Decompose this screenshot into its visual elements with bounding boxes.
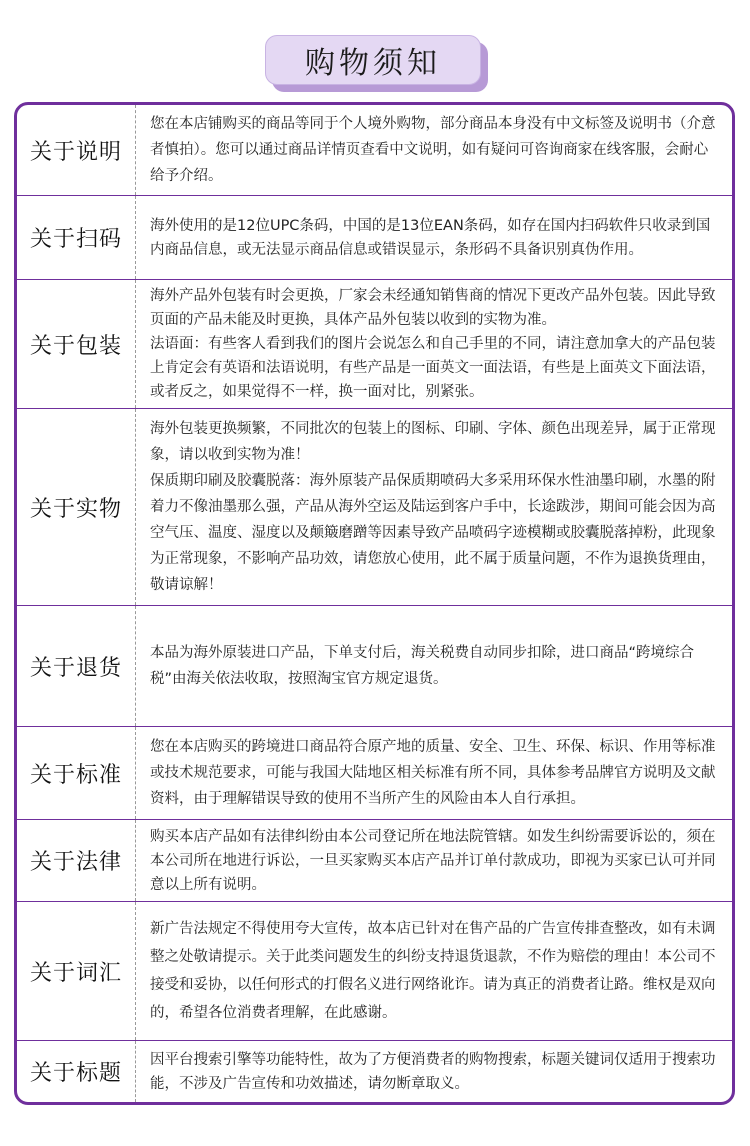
row-text: 您在本店购买的跨境进口商品符合原产地的质量、安全、卫生、环保、标识、作用等标准或技术规范要求，可能与我国大陆地区相关标准有所不同，具体参考品牌官方说明及文献资料，由于理解错误导致的使用不当所产生的风险由本人自行承担。 [150, 739, 716, 807]
row-content [136, 820, 732, 901]
notice-row-standards [17, 727, 732, 819]
row-content [136, 1041, 732, 1102]
row-label: 关于实物 [17, 409, 136, 605]
row-text: 海外使用的是12位UPC条码，中国的是13位EAN条码，如存在国内扫码软件只收录到国内商品信息，或无法显示商品信息或错误显示，条形码不具备识别真伪作用。 [150, 217, 711, 258]
row-text: 海外包装更换频繁，不同批次的包装上的图标、印刷、字体、颜色出现差异，属于正常现象，请以收到实物为准！ [150, 421, 716, 463]
notice-row-title [17, 1041, 732, 1102]
row-text: 海外产品外包装有时会更换，厂家会未经通知销售商的情况下更改产品外包装。因此导致页面的产品未能及时更换，具体产品外包装以收到的实物为准。 [150, 288, 716, 328]
page-title: 购物须知 [265, 35, 481, 85]
row-content [136, 105, 732, 195]
notice-table [14, 102, 735, 1105]
row-text: 因平台搜索引擎等功能特性，故为了方便消费者的购物搜索，标题关键词仅适用于搜索功能，不涉及广告宣传和功效描述，请勿断章取义。 [150, 1051, 716, 1092]
notice-row-returns [17, 606, 732, 726]
notice-row-explanation [17, 105, 732, 195]
row-content [136, 902, 732, 1040]
row-content [136, 409, 732, 605]
row-text: 法语面：有些客人看到我们的图片会说怎么和自己手里的不同，请注意加拿大的产品包装上肯定会有英语和法语说明，有些产品是一面英文一面法语，有些是上面英文下面法语，或者反之，如果觉得不一样，换一面对比，别紧张。 [150, 336, 716, 400]
notice-row-legal [17, 820, 732, 901]
row-content [136, 196, 732, 279]
row-label: 关于标准 [17, 727, 136, 819]
notice-row-packaging [17, 280, 732, 408]
row-label: 关于法律 [17, 820, 136, 901]
row-label: 关于词汇 [17, 902, 136, 1040]
row-label: 关于扫码 [17, 196, 136, 279]
row-text: 购买本店产品如有法律纠纷由本公司登记所在地法院管辖。如发生纠纷需要诉讼的，须在本公司所在地进行诉讼，一旦买家购买本店产品并订单付款成功，即视为买家已认可并同意以上所有说明。 [150, 828, 716, 893]
row-text: 您在本店铺购买的商品等同于个人境外购物，部分商品本身没有中文标签及说明书（介意者慎拍）。您可以通过商品详情页查看中文说明，如有疑问可咨询商家在线客服，会耐心给予介绍。 [150, 116, 716, 184]
row-text: 保质期印刷及胶囊脱落：海外原装产品保质期喷码大多采用环保水性油墨印刷，水墨的附着力不像油墨那么强，产品从海外空运及陆运到客户手中，长途跋涉，期间可能会因为高空气压、温度、湿度以及颠簸磨蹭等因素导致产品喷码字迹模糊或胶囊脱落掉粉，此现象为正常现象，不影响产品功效，请您放心使用，此不属于质量问题，不作为退换货理由，敬请谅解！ [150, 473, 716, 593]
notice-row-vocabulary [17, 902, 732, 1040]
notice-row-actual-product [17, 409, 732, 605]
notice-row-barcode [17, 196, 732, 279]
row-label: 关于说明 [17, 105, 136, 195]
row-text: 本品为海外原装进口产品，下单支付后，海关税费自动同步扣除，进口商品“跨境综合税”由海关依法收取，按照淘宝官方规定退货。 [150, 645, 695, 687]
row-label: 关于包装 [17, 280, 136, 408]
row-content [136, 606, 732, 726]
header [0, 0, 750, 100]
row-content [136, 280, 732, 408]
row-label: 关于退货 [17, 606, 136, 726]
row-label: 关于标题 [17, 1041, 136, 1102]
row-text: 新广告法规定不得使用夸大宣传，故本店已针对在售产品的广告宣传排查整改，如有未调整之处敬请提示。关于此类问题发生的纠纷支持退货退款，不作为赔偿的理由！本公司不接受和妥协，以任何形式的打假名义进行网络讹诈。请为真正的消费者让路。维权是双向的，希望各位消费者理解，在此感谢。 [150, 921, 716, 1021]
row-content [136, 727, 732, 819]
